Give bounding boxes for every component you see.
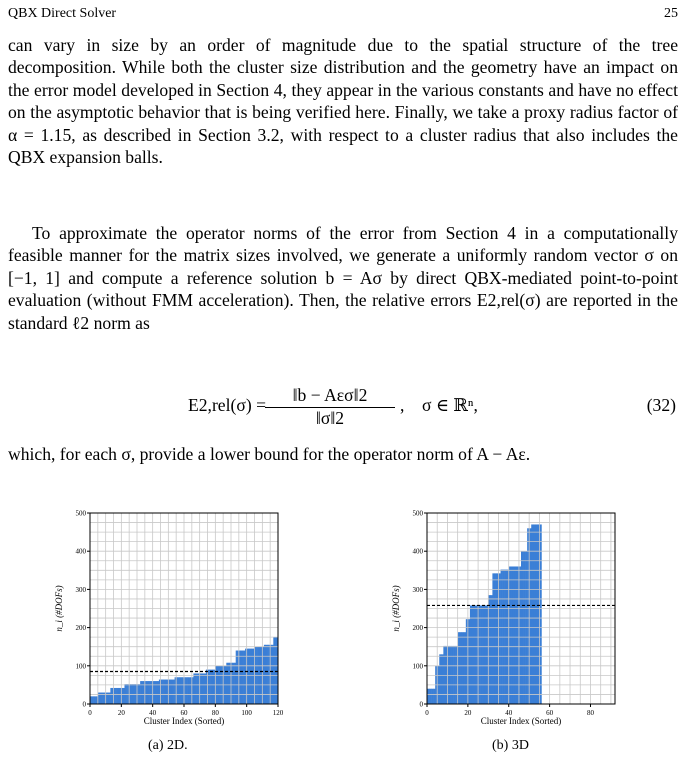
page-number: 25: [664, 6, 678, 21]
bar: [490, 595, 492, 704]
y-tick-label: 0: [419, 700, 423, 709]
bar: [494, 573, 496, 704]
bar: [464, 632, 466, 704]
y-tick-label: 100: [412, 662, 423, 671]
x-tick-label: 120: [272, 709, 284, 717]
x-tick-label: 40: [505, 709, 513, 717]
x-axis-label: Cluster Index (Sorted): [480, 716, 562, 726]
equation-rest: , σ ∈ ℝⁿ,: [400, 395, 478, 415]
bar: [439, 654, 441, 704]
x-tick-label: 0: [88, 709, 92, 717]
caption-a: (a) 2D.: [148, 738, 188, 753]
x-tick-label: 100: [241, 709, 252, 717]
equation-fraction: [265, 385, 395, 429]
bar: [441, 654, 443, 704]
bar: [482, 605, 484, 704]
y-tick-label: 300: [412, 585, 423, 594]
bar: [515, 566, 517, 704]
paragraph-1-text: can vary in size by an order of magnitude due to the spatial structure of the tree decomposition. While both the cluster size distribution and the geometry have an impact on the error model developed in Section 4, they appear in the various constants and have no effect on the asymptotic behavior that is being verified here. Finally, we take a proxy radius factor of α = 1.15, as described in Section 3.2, with respect to a cluster radius that also includes the QBX expansion balls.: [8, 35, 678, 168]
y-tick-label: 100: [75, 662, 86, 671]
bar: [472, 605, 474, 704]
equation-32: [0, 385, 686, 429]
running-header: [8, 6, 678, 22]
figure-3d-chart: [385, 505, 635, 735]
y-tick-label: 200: [412, 624, 423, 633]
y-tick-label: 300: [75, 585, 86, 594]
paragraph-2-text: To approximate the operator norms of the error from Section 4 in a computationally feasible manner for the matrix sizes involved, we generate a uniformly random vector σ on [−1, 1] and compute a reference solution b = Aσ by direct QBX-mediated point-to-point evaluation (without FMM acceleration). Then, the relative errors E2,rel(σ) are reported in the standard ℓ2 norm as: [8, 223, 678, 333]
y-axis-label: n_i (#DOFs): [391, 585, 401, 632]
x-tick-label: 20: [117, 709, 125, 717]
x-tick-label: 80: [586, 709, 594, 717]
y-axis-label: n_i (#DOFs): [54, 585, 64, 632]
x-tick-label: 60: [546, 709, 554, 717]
bar: [474, 605, 476, 704]
bar: [460, 632, 462, 704]
bar: [433, 689, 435, 704]
figure-2d-chart: [48, 505, 298, 735]
x-tick-label: 60: [180, 709, 188, 717]
equation-denominator: ‖σ‖2: [315, 408, 345, 428]
paragraph-2: [8, 222, 678, 334]
bar: [429, 689, 431, 704]
x-axis-label: Cluster Index (Sorted): [143, 716, 225, 726]
equation-numerator: ‖b − Aεσ‖2: [265, 385, 395, 408]
bar: [431, 689, 433, 704]
x-tick-label: 40: [149, 709, 157, 717]
bar: [511, 566, 513, 704]
paragraph-1: [8, 34, 678, 168]
bar: [462, 632, 464, 704]
equation-number: (32): [646, 395, 676, 415]
x-tick-label: 80: [211, 709, 219, 717]
caption-b: (b) 3D: [492, 738, 529, 753]
bar: [480, 605, 482, 704]
y-tick-label: 500: [75, 509, 86, 518]
y-tick-label: 200: [75, 624, 86, 633]
paragraph-3: which, for each σ, provide a lower bound for the operator norm of A − Aε.: [8, 444, 531, 464]
x-tick-label: 20: [464, 709, 472, 717]
bar: [513, 566, 515, 704]
bar: [470, 605, 472, 704]
y-tick-label: 400: [75, 547, 86, 556]
x-tick-label: 0: [425, 709, 429, 717]
y-tick-label: 0: [82, 700, 86, 709]
y-tick-label: 400: [412, 547, 423, 556]
header-title: QBX Direct Solver: [8, 6, 117, 21]
bar: [492, 573, 494, 704]
equation-lhs: E2,rel(σ) =: [188, 395, 267, 415]
bar: [484, 605, 486, 704]
y-tick-label: 500: [412, 509, 423, 518]
